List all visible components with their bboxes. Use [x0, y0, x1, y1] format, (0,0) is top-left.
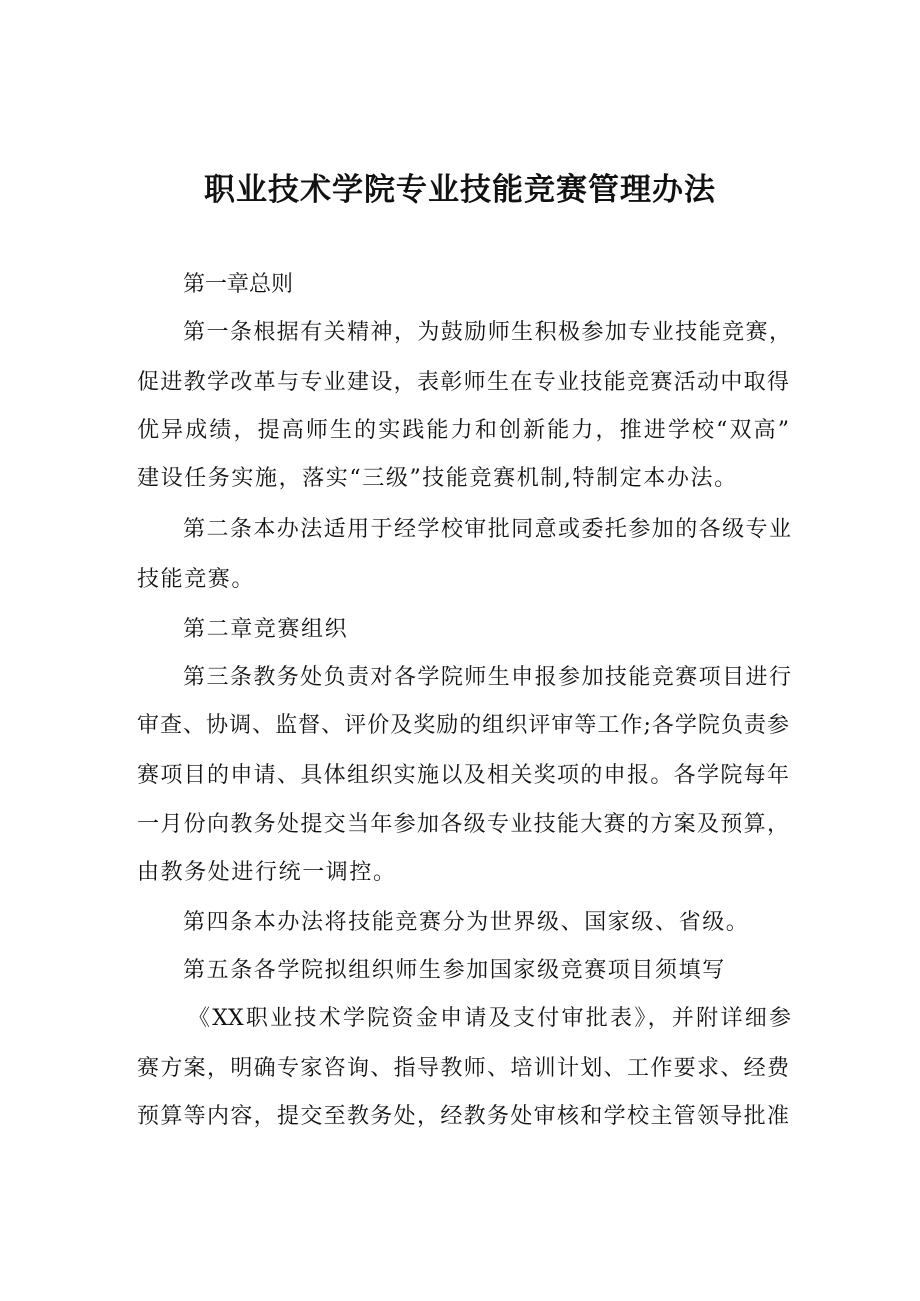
chapter-heading: 第一章总则 — [183, 272, 294, 297]
paragraph-line: 第四条本办法将技能竞赛分为世界级、国家级、省级。 — [183, 910, 750, 935]
paragraph-line: 由教务处进行统一调控。 — [137, 860, 397, 885]
chapter-heading: 第二章竞赛组织 — [183, 617, 349, 642]
paragraph-line: 第三条教务处负责对各学院师生申报参加技能竞赛项目进行 — [183, 665, 791, 690]
paragraph-line: 《XX职业技术学院资金申请及支付审批表》，并附详细参 — [188, 1006, 791, 1031]
paragraph-line: 审查、协调、监督、评价及奖励的组织评审等工作;各学院负责参 — [137, 713, 789, 738]
paragraph-line: 促进教学改革与专业建设，表彰师生在专业技能竞赛活动中取得 — [137, 370, 789, 395]
paragraph-line: 预算等内容，提交至教务处，经教务处审核和学校主管领导批准 — [137, 1104, 789, 1129]
paragraph-line: 第一条根据有关精神，为鼓励师生积极参加专业技能竞赛， — [183, 320, 791, 345]
paragraph-line: 技能竞赛。 — [137, 567, 256, 592]
paragraph-line: 优异成绩，提高师生的实践能力和创新能力，推进学校“双高” — [137, 418, 789, 443]
paragraph-line: 赛项目的申请、具体组织实施以及相关奖项的申报。各学院每年 — [137, 763, 789, 788]
document-title: 职业技术学院专业技能竞赛管理办法 — [204, 172, 716, 208]
paragraph-line: 一月份向教务处提交当年参加各级专业技能大赛的方案及预算， — [137, 812, 789, 837]
paragraph-line: 建设任务实施，落实“三级”技能竞赛机制,特制定本办法。 — [137, 466, 738, 491]
paragraph-line: 赛方案，明确专家咨询、指导教师、培训计划、工作要求、经费 — [137, 1056, 789, 1081]
paragraph-line: 第五条各学院拟组织师生参加国家级竞赛项目须填写 — [183, 958, 726, 983]
paragraph-line: 第二条本办法适用于经学校审批同意或委托参加的各级专业 — [183, 517, 791, 542]
